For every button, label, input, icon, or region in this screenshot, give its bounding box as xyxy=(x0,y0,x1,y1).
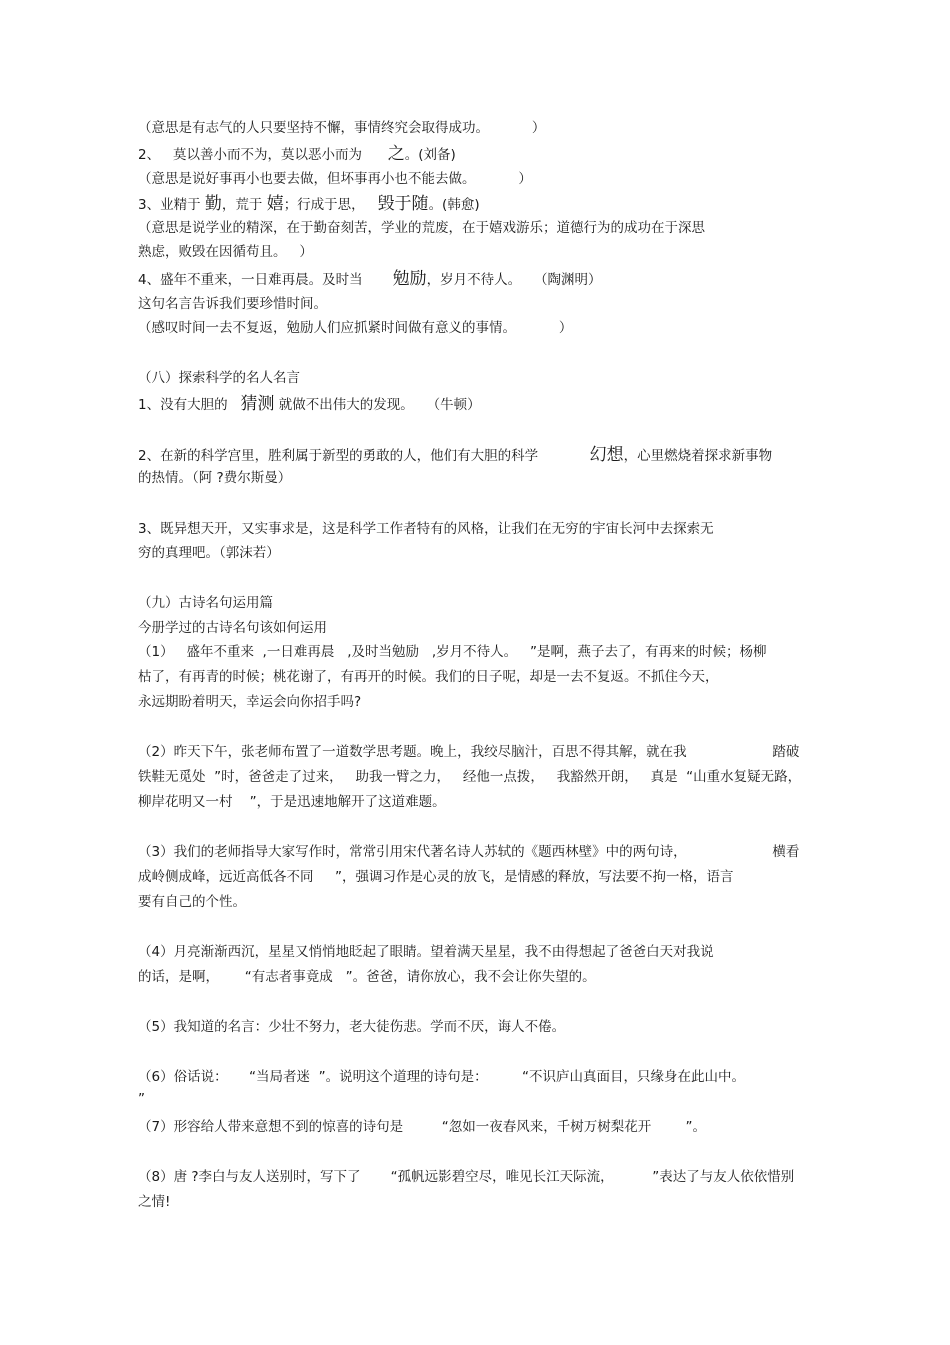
text-line: （6）俗话说： “当局者迷 ”。说明这个道理的诗句是： “不识庐山真面目，只缘身在此山中。 xyxy=(138,1069,745,1085)
text-line: 的话，是啊， “有志者事竟成 ”。爸爸，请你放心，我不会让你失望的。 xyxy=(138,969,596,985)
text-line: （2）昨天下午，张老师布置了一道数学思考题。晚上，我绞尽脑汁，百思不得其解，就在我 踏破 xyxy=(138,744,800,760)
section-heading: （八）探索科学的名人名言 xyxy=(138,370,300,386)
text-line: （4）月亮渐渐西沉，星星又悄悄地眨起了眼睛。望着满天星星，我不由得想起了爸爸白天对我说 xyxy=(138,944,714,960)
text-line: 4、盛年不重来，一日难再晨。及时当 勉励，岁月不待人。 （陶渊明） xyxy=(138,269,602,289)
text-line: 2、 莫以善小而不为，莫以恶小而为 之。(刘备) xyxy=(138,144,456,164)
text-line: 铁鞋无觅处 ”时，爸爸走了过来， 助我一臂之力， 经他一点拨， 我豁然开朗， 真是 “山重水复疑无路， xyxy=(138,769,802,785)
text-line: （意思是说好事再小也要去做，但坏事再小也不能去做。 ） xyxy=(138,171,532,187)
text-line: （3）我们的老师指导大家写作时，常常引用宋代著名诗人苏轼的《题西林壁》中的两句诗， 横看 xyxy=(138,844,800,860)
text-line: 的热情。（阿 ?费尔斯曼） xyxy=(138,470,292,486)
text-line: 2、在新的科学宫里，胜利属于新型的勇敢的人，他们有大胆的科学 幻想，心里燃烧着探求新事物 xyxy=(138,445,773,465)
text-line: 今册学过的古诗名句该如何运用 xyxy=(138,620,327,636)
text-line: 穷的真理吧。（郭沫若） xyxy=(138,545,280,561)
text-line: （7）形容给人带来意想不到的惊喜的诗句是 “忽如一夜春风来，千树万树梨花开 ”。 xyxy=(138,1119,707,1135)
text-line: （意思是有志气的人只要坚持不懈，事情终究会取得成功。 ） xyxy=(138,120,546,136)
text-line: ” xyxy=(138,1091,145,1107)
text-line: 熟虑，败毁在因循苟且。 ） xyxy=(138,244,313,260)
text-line: 要有自己的个性。 xyxy=(138,894,246,910)
text-line: 3、既异想天开，又实事求是，这是科学工作者特有的风格，让我们在无穷的宇宙长河中去探索无 xyxy=(138,521,714,537)
text-line: （感叹时间一去不复返，勉励人们应抓紧时间做有意义的事情。 ） xyxy=(138,320,573,336)
section-heading: （九）古诗名句运用篇 xyxy=(138,595,273,611)
text-line: 这句名言告诉我们要珍惜时间。 xyxy=(138,296,327,312)
text-line: 成岭侧成峰，远近高低各不同 ”，强调习作是心灵的放飞，是情感的释放，写法要不拘一格，语言 xyxy=(138,869,734,885)
text-line: 永远期盼着明天，幸运会向你招手吗? xyxy=(138,694,362,710)
text-line: （1） 盛年不重来 ,一日难再晨 ,及时当勉励 ,岁月不待人。 ”是啊，燕子去了，有再来的时候；杨柳 xyxy=(138,644,767,660)
text-line: 之情! xyxy=(138,1194,171,1210)
text-line: （意思是说学业的精深，在于勤奋刻苦，学业的荒废，在于嬉戏游乐；道德行为的成功在于深思 xyxy=(138,220,705,236)
text-line: 柳岸花明又一村 ”，于是迅速地解开了这道难题。 xyxy=(138,794,446,810)
text-line: 枯了，有再青的时候；桃花谢了，有再开的时候。我们的日子呢，却是一去不复返。不抓住今天， xyxy=(138,669,719,685)
text-line: 1、没有大胆的 猜测 就做不出伟大的发现。 （牛顿） xyxy=(138,394,481,414)
text-line: 3、业精于 勤，荒于 嬉；行成于思， 毁于随。(韩愈) xyxy=(138,194,480,214)
text-line: （8）唐 ?李白与友人送别时，写下了 “孤帆远影碧空尽，唯见长江天际流， ”表达了与友人依依惜别 xyxy=(138,1169,795,1185)
text-line: （5）我知道的名言：少壮不努力，老大徒伤悲。学而不厌，诲人不倦。 xyxy=(138,1019,566,1035)
